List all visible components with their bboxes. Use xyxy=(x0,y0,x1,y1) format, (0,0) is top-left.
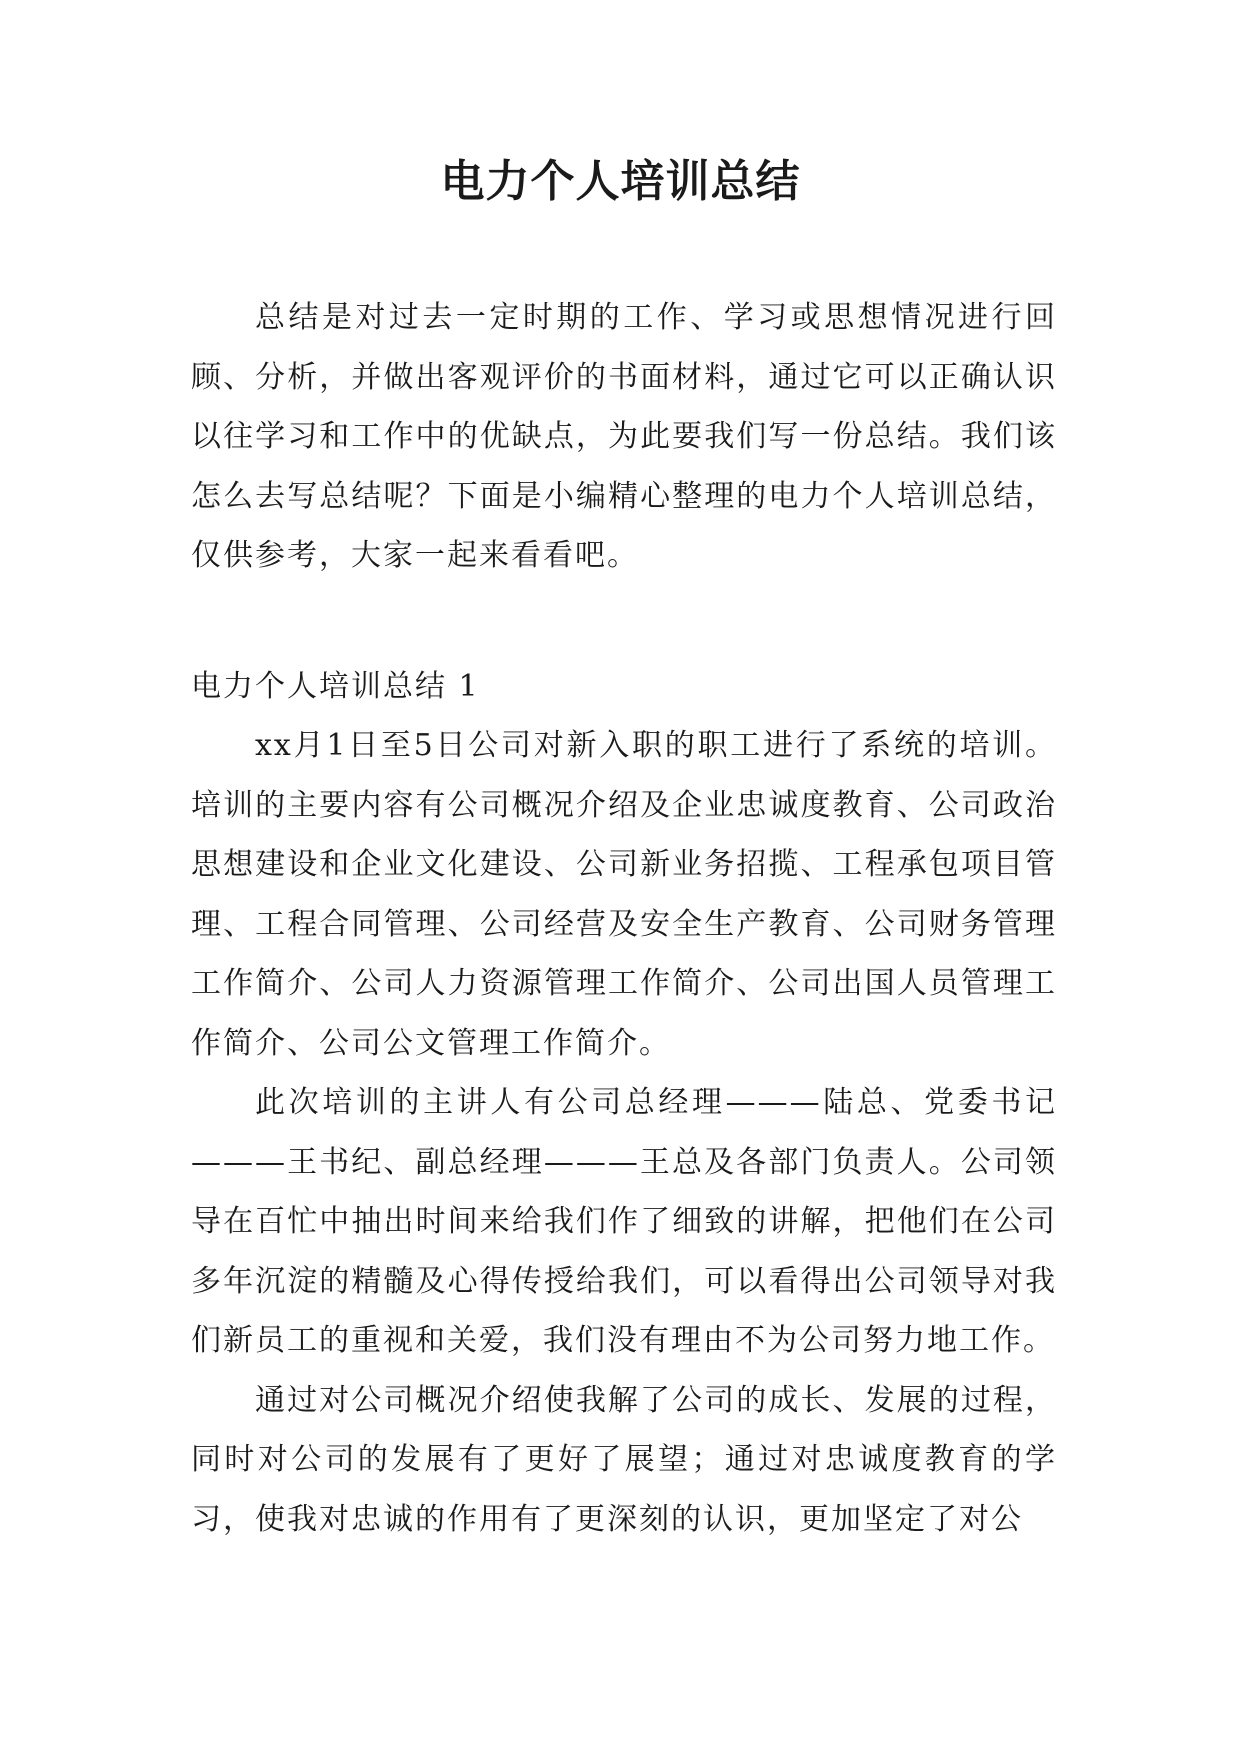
document-title: 电力个人培训总结 xyxy=(440,156,801,207)
intro-paragraph: 总结是对过去一定时期的工作、学习或思想情况进行回顾、分析，并做出客观评价的书面材料，通过它可以正确认识以往学习和工作中的优缺点，为此要我们写一份总结。我们该怎么去写总结呢？下面是小编精心整理的电力个人培训总结，仅供参考，大家一起来看看吧。 xyxy=(191,300,1057,573)
body-paragraph: xx月1日至5日公司对新入职的职工进行了系统的培训。培训的主要内容有公司概况介绍及企业忠诚度教育、公司政治思想建设和企业文化建设、公司新业务招揽、工程承包项目管理、工程合同管理、公司经营及安全生产教育、公司财务管理工作简介、公司人力资源管理工作简介、公司出国人员管理工作简介、公司公文管理工作简介。 xyxy=(191,728,1057,1061)
body-paragraph: 通过对公司概况介绍使我解了公司的成长、发展的过程，同时对公司的发展有了更好了展望；通过对忠诚度教育的学习，使我对忠诚的作用有了更深刻的认识，更加坚定了对公 xyxy=(191,1382,1057,1537)
document-body xyxy=(191,288,1057,1549)
section-heading: 电力个人培训总结 1 xyxy=(191,668,480,704)
body-paragraph: 此次培训的主讲人有公司总经理———陆总、党委书记———王书纪、副总经理———王总及各部门负责人。公司领导在百忙中抽出时间来给我们作了细致的讲解，把他们在公司多年沉淀的精髓及心得传授给我们，可以看得出公司领导对我们新员工的重视和关爱，我们没有理由不为公司努力地工作。 xyxy=(191,1085,1057,1358)
